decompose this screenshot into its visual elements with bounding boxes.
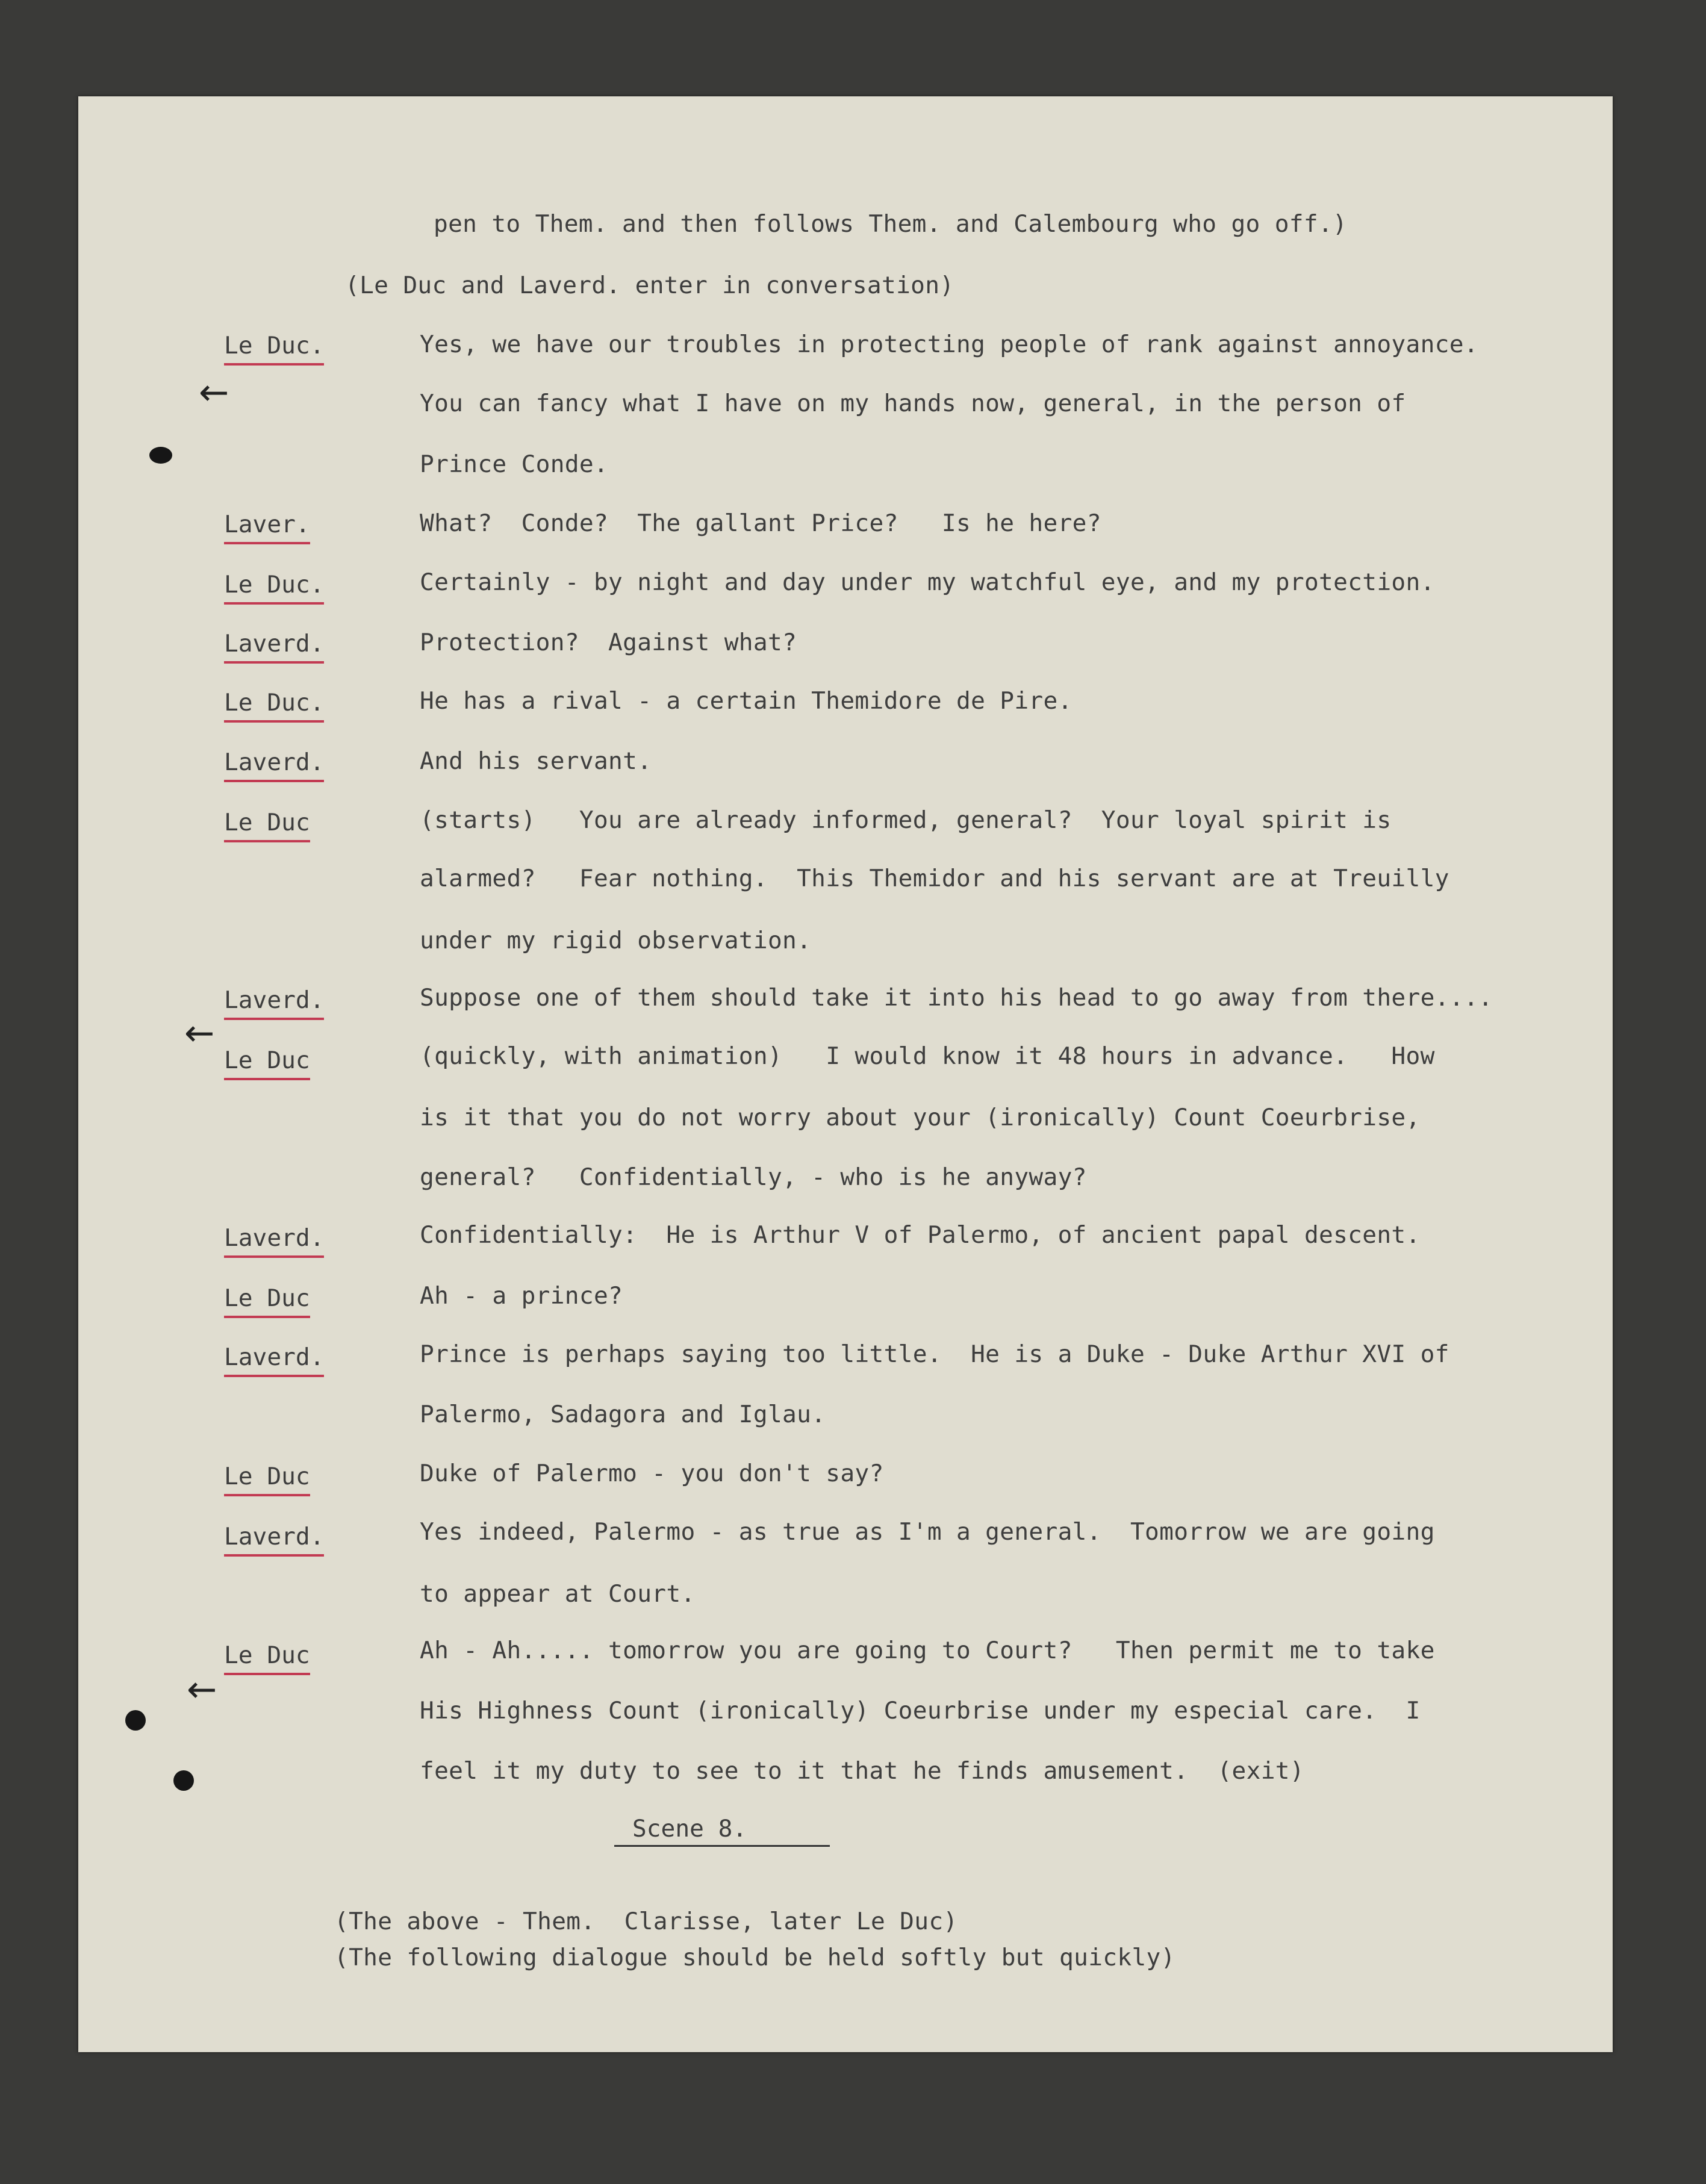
line-text: under my rigid observation.: [420, 927, 812, 954]
stage-direction: (The following dialogue should be held softly but quickly): [334, 1944, 1175, 1971]
speaker-label: Laverd.: [224, 632, 324, 664]
punch-hole-lower-2: [173, 1770, 194, 1791]
line-text: He has a rival - a certain Themidore de Pire.: [420, 687, 1072, 715]
punch-hole-top: [149, 447, 172, 464]
speaker-label: Le Duc.: [224, 691, 324, 723]
speaker-label: Le Duc: [224, 811, 310, 842]
speaker-label: Le Duc: [224, 1049, 310, 1080]
margin-tick-mark: ←: [199, 372, 229, 414]
stage-direction: (The above - Them. Clarisse, later Le Duc): [334, 1908, 958, 1935]
line-text: Protection? Against what?: [420, 629, 797, 656]
margin-tick-mark: ←: [187, 1669, 217, 1711]
line-text: You can fancy what I have on my hands now, general, in the person of: [420, 390, 1406, 417]
speaker-label: Laverd.: [224, 989, 324, 1020]
line-text: Palermo, Sadagora and Iglau.: [420, 1401, 826, 1428]
line-text: (quickly, with animation) I would know it 48 hours in advance. How: [420, 1042, 1435, 1070]
line-text: Prince Conde.: [420, 450, 609, 478]
line-text: feel it my duty to see to it that he finds amusement. (exit): [420, 1757, 1304, 1785]
line-text: Prince is perhaps saying too little. He is a Duke - Duke Arthur XVI of: [420, 1340, 1449, 1368]
line-text: And his servant.: [420, 747, 652, 775]
line-text: His Highness Count (ironically) Coeurbrise under my especial care. I: [420, 1697, 1421, 1725]
speaker-label: Laverd.: [224, 1346, 324, 1377]
speaker-label: Laverd.: [224, 751, 324, 782]
line-text: Ah - Ah..... tomorrow you are going to Court? Then permit me to take: [420, 1637, 1435, 1664]
line-text: alarmed? Fear nothing. This Themidor and his servant are at Treuilly: [420, 865, 1449, 892]
line-text: Ah - a prince?: [420, 1282, 623, 1310]
speaker-label: Le Duc: [224, 1287, 310, 1318]
speaker-label: Le Duc: [224, 1644, 310, 1675]
margin-tick-mark: ←: [184, 1012, 215, 1054]
line-text: Yes indeed, Palermo - as true as I'm a general. Tomorrow we are going: [420, 1518, 1435, 1546]
line-text: Confidentially: He is Arthur V of Palermo, of ancient papal descent.: [420, 1221, 1421, 1249]
stage-direction: (Le Duc and Laverd. enter in conversation): [345, 272, 954, 299]
line-text: Yes, we have our troubles in protecting people of rank against annoyance.: [420, 331, 1478, 358]
line-text: general? Confidentially, - who is he anyway?: [420, 1163, 1087, 1191]
line-text: is it that you do not worry about your (ironically) Count Coeurbrise,: [420, 1104, 1421, 1131]
speaker-label: Le Duc: [224, 1465, 310, 1496]
punch-hole-lower-1: [125, 1710, 146, 1731]
line-text: Duke of Palermo - you don't say?: [420, 1460, 884, 1487]
line-text: Suppose one of them should take it into his head to go away from there....: [420, 984, 1493, 1012]
speaker-label: Le Duc.: [224, 334, 324, 366]
line-text: Certainly - by night and day under my watchful eye, and my protection.: [420, 568, 1435, 596]
speaker-label: Laverd.: [224, 1525, 324, 1557]
scene-heading: Scene 8.: [614, 1817, 830, 1847]
speaker-label: Laverd.: [224, 1227, 324, 1258]
line-text: (starts) You are already informed, general? Your loyal spirit is: [420, 806, 1392, 834]
line-text: to appear at Court.: [420, 1580, 696, 1608]
speaker-label: Laver.: [224, 513, 310, 544]
line-text: What? Conde? The gallant Price? Is he here?: [420, 509, 1101, 537]
line-text: pen to Them. and then follows Them. and Calembourg who go off.): [434, 210, 1348, 238]
speaker-label: Le Duc.: [224, 573, 324, 605]
